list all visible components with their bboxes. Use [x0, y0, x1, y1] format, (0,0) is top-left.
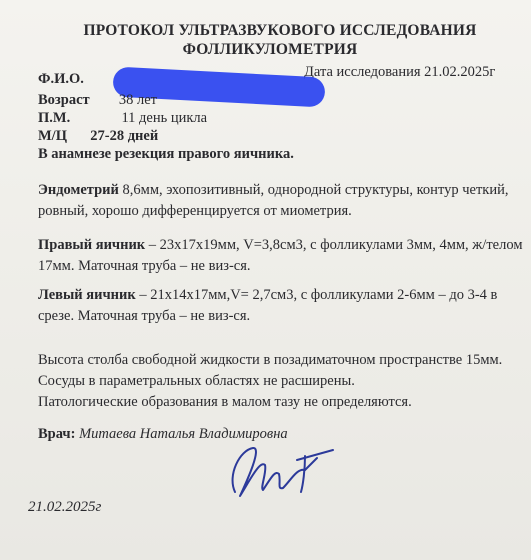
- endometrium-label: Эндометрий: [38, 182, 119, 198]
- free-fluid-line: Высота столба свободной жидкости в позадиматочном пространстве 15мм.: [38, 352, 503, 368]
- doctor-line: Врач: Митаева Наталья Владимировна: [38, 426, 288, 442]
- name-label: Ф.И.О.: [38, 71, 84, 87]
- history-note: В анамнезе резекция правого яичника.: [38, 146, 294, 162]
- right-ovary-text: – 23x17x19мм, V=3,8см3, с фолликулами 3мм, 4мм, ж/телом 17мм. Маточная труба – не виз-ся.: [38, 237, 523, 274]
- conclusion-paragraph: [38, 350, 524, 413]
- endometrium-paragraph: [38, 180, 524, 222]
- endometrium-text: 8,6мм, эхопозитивный, однородной структуры, контур четкий, ровный, хорошо дифференцируется от миометрия.: [38, 182, 509, 219]
- doctor-label: Врач: [38, 426, 71, 442]
- vessels-line: Сосуды в параметральных областях не расширены.: [38, 373, 355, 389]
- left-ovary-paragraph: [38, 285, 524, 327]
- cycle-label: М/Ц: [38, 128, 67, 144]
- age-row: [38, 92, 157, 109]
- exam-date: Дата исследования 21.02.2025г: [304, 64, 496, 80]
- left-ovary-label: Левый яичник: [38, 287, 136, 303]
- pathology-line: Патологические образования в малом тазу не определяются.: [38, 394, 412, 410]
- lmp-value: 11 день цикла: [121, 110, 208, 126]
- right-ovary-label: Правый яичник: [38, 237, 146, 253]
- doctor-signature: [205, 430, 335, 510]
- left-ovary-text: – 21x14x17мм,V= 2,7см3, с фолликулами 2-6мм – до 3-4 в срезе. Маточная труба – не виз-ся.: [38, 287, 498, 324]
- lmp-row: [38, 110, 207, 127]
- cycle-row: [38, 128, 158, 145]
- right-ovary-paragraph: [38, 235, 524, 277]
- document-title-line2: ФОЛЛИКУЛОМЕТРИЯ: [182, 41, 358, 58]
- cycle-value: 27-28 дней: [90, 128, 159, 144]
- doctor-name: Митаева Наталья Владимировна: [79, 426, 288, 442]
- signature-date: 21.02.2025г: [28, 499, 102, 515]
- lmp-label: П.М.: [38, 110, 71, 126]
- document-title-line1: ПРОТОКОЛ УЛЬТРАЗВУКОВОГО ИССЛЕДОВАНИЯ: [83, 22, 477, 39]
- age-label: Возраст: [38, 92, 90, 108]
- age-value: 38 лет: [118, 92, 158, 108]
